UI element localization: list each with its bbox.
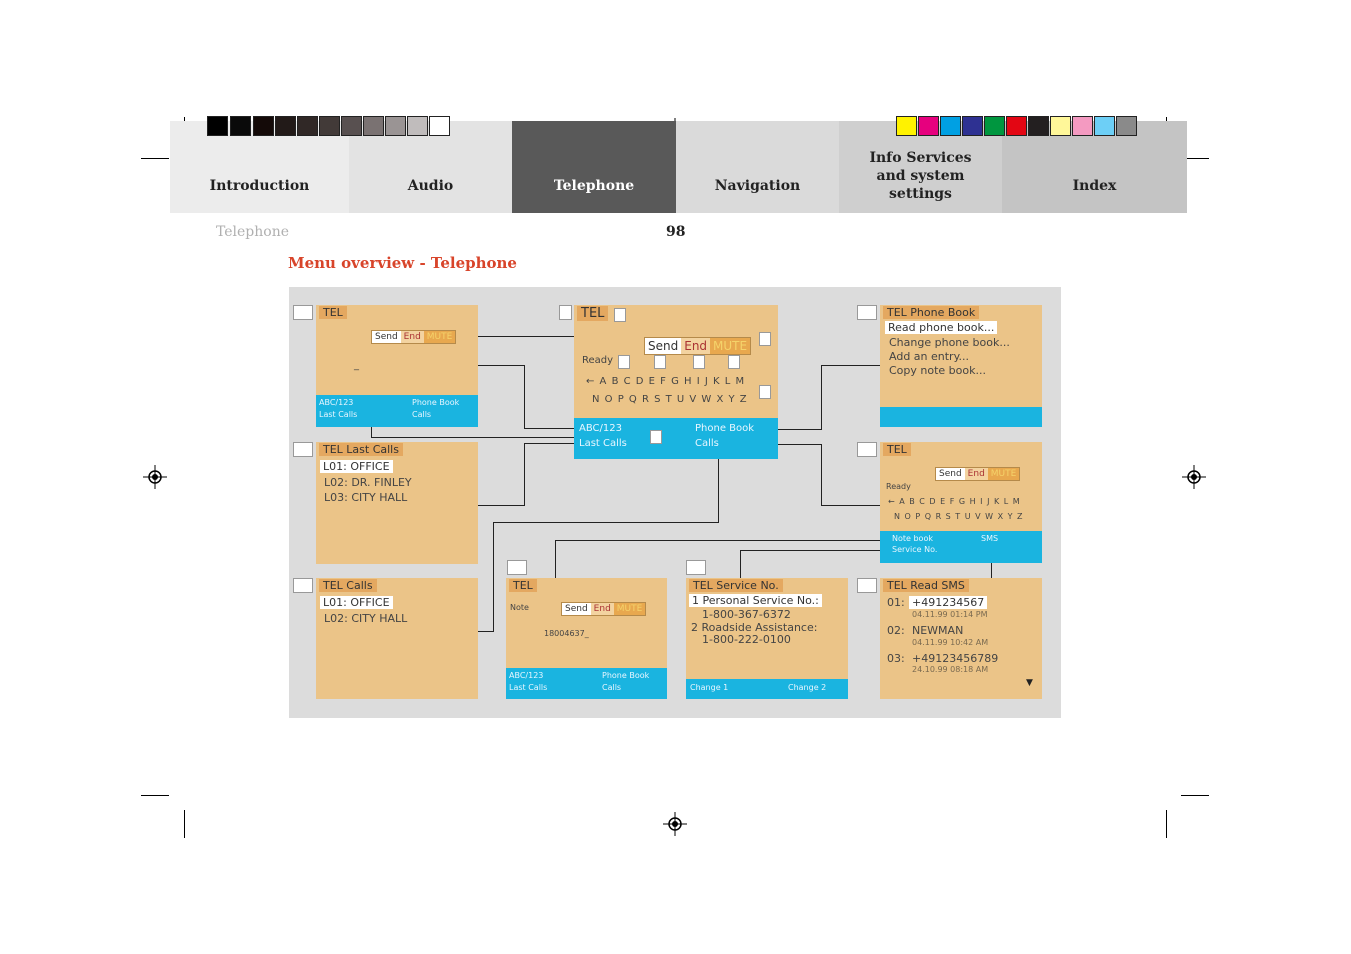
softkey-bar: ABC/123 Last Calls Phone Book Calls xyxy=(574,418,778,459)
screen-last-calls xyxy=(316,442,478,564)
screen-title: TEL Phone Book xyxy=(883,306,979,319)
status-text: Ready xyxy=(886,482,911,491)
list-item: L02: CITY HALL xyxy=(324,612,408,625)
letter-row: ← A B C D E F G H I J K L M xyxy=(888,497,1021,506)
crop-mark xyxy=(184,810,185,838)
softkeys xyxy=(935,467,1020,481)
registration-mark-icon xyxy=(1182,465,1206,489)
list-item: Read phone book... xyxy=(885,321,997,334)
tab-telephone[interactable]: Telephone xyxy=(512,121,676,213)
softkeys xyxy=(561,602,646,616)
list-item: Change phone book... xyxy=(889,336,1010,349)
mute-softkey: MUTE xyxy=(424,331,456,343)
note-number: 18004637_ xyxy=(544,629,589,638)
scroll-down-icon: ▼ xyxy=(1026,678,1033,688)
screen-tel-small xyxy=(316,305,478,427)
end-softkey: End xyxy=(965,468,988,480)
send-softkey: Send xyxy=(936,468,965,480)
tab-index[interactable]: Index xyxy=(1002,121,1187,213)
screen-tel-main xyxy=(574,305,778,459)
registration-mark-icon xyxy=(663,812,687,836)
screen-tel-right xyxy=(880,442,1042,563)
crop-mark xyxy=(1181,795,1209,796)
softkey-bar xyxy=(880,407,1042,427)
letter-row: N O P Q R S T U V W X Y Z xyxy=(894,512,1024,521)
softkey-bar: ABC/123 Last Calls Phone Book Calls xyxy=(316,395,478,427)
softkeys xyxy=(644,337,751,355)
note-label: Note xyxy=(510,603,529,612)
end-softkey: End xyxy=(401,331,424,343)
send-softkey: Send xyxy=(562,603,591,615)
section-label: Telephone xyxy=(216,224,290,240)
crop-mark xyxy=(1166,810,1167,838)
letter-row: ← A B C D E F G H I J K L M xyxy=(586,376,746,387)
softkey-bar: Note book Service No. SMS xyxy=(880,531,1042,563)
tab-introduction[interactable]: Introduction xyxy=(170,121,349,213)
crop-mark xyxy=(141,795,169,796)
softkey-bar: ABC/123 Last Calls Phone Book Calls xyxy=(506,668,667,699)
tab-audio[interactable]: Audio xyxy=(349,121,512,213)
screen-read-sms: TEL Read SMS 01: +491234567 04.11.99 01:14 PM 02: NEWMAN 04.11.99 10:42 AM 03: +49123456789 24.10.99 08:18 AM ▼ xyxy=(880,578,1042,699)
send-softkey: Send xyxy=(372,331,401,343)
screen-note xyxy=(506,578,667,699)
list-item: Copy note book... xyxy=(889,364,986,377)
end-softkey: End xyxy=(681,338,710,354)
screen-phone-book xyxy=(880,305,1042,427)
registration-mark-icon xyxy=(143,465,167,489)
list-item: L03: CITY HALL xyxy=(324,491,408,504)
send-softkey: Send xyxy=(645,338,681,354)
list-item: L02: DR. FINLEY xyxy=(324,476,412,489)
letter-row: N O P Q R S T U V W X Y Z xyxy=(592,394,748,405)
softkeys xyxy=(371,330,456,344)
mute-softkey: MUTE xyxy=(710,338,750,354)
list-item: Add an entry... xyxy=(889,350,970,363)
status-text: Ready xyxy=(582,355,614,366)
screen-title: TEL xyxy=(509,579,537,592)
screen-title: TEL Service No. xyxy=(689,579,783,592)
screen-calls xyxy=(316,578,478,699)
mute-softkey: MUTE xyxy=(988,468,1020,480)
page-number: 98 xyxy=(666,224,686,240)
screen-title: TEL Calls xyxy=(319,579,377,592)
end-softkey: End xyxy=(591,603,614,615)
screen-service-no: TEL Service No. 1 Personal Service No.: 1-800-367-6372 2 Roadside Assistance: 1-800-222-0100 Change 1 Change 2 xyxy=(686,578,848,699)
screen-title: TEL xyxy=(883,443,911,456)
screen-title: TEL xyxy=(577,306,608,321)
list-item: L01: OFFICE xyxy=(320,596,393,609)
crop-mark xyxy=(141,158,169,159)
softkey-bar: Change 1 Change 2 xyxy=(686,679,848,699)
tab-info-services[interactable]: Info Services and system settings xyxy=(839,121,1002,213)
screen-title: TEL xyxy=(319,306,347,319)
list-item: L01: OFFICE xyxy=(320,460,393,473)
mute-softkey: MUTE xyxy=(614,603,646,615)
page-heading: Menu overview - Telephone xyxy=(288,254,517,272)
screen-title: TEL Last Calls xyxy=(319,443,403,456)
screen-title: TEL Read SMS xyxy=(883,579,969,592)
input-cursor: _ xyxy=(354,360,359,371)
tab-navigation[interactable]: Navigation xyxy=(676,121,839,213)
